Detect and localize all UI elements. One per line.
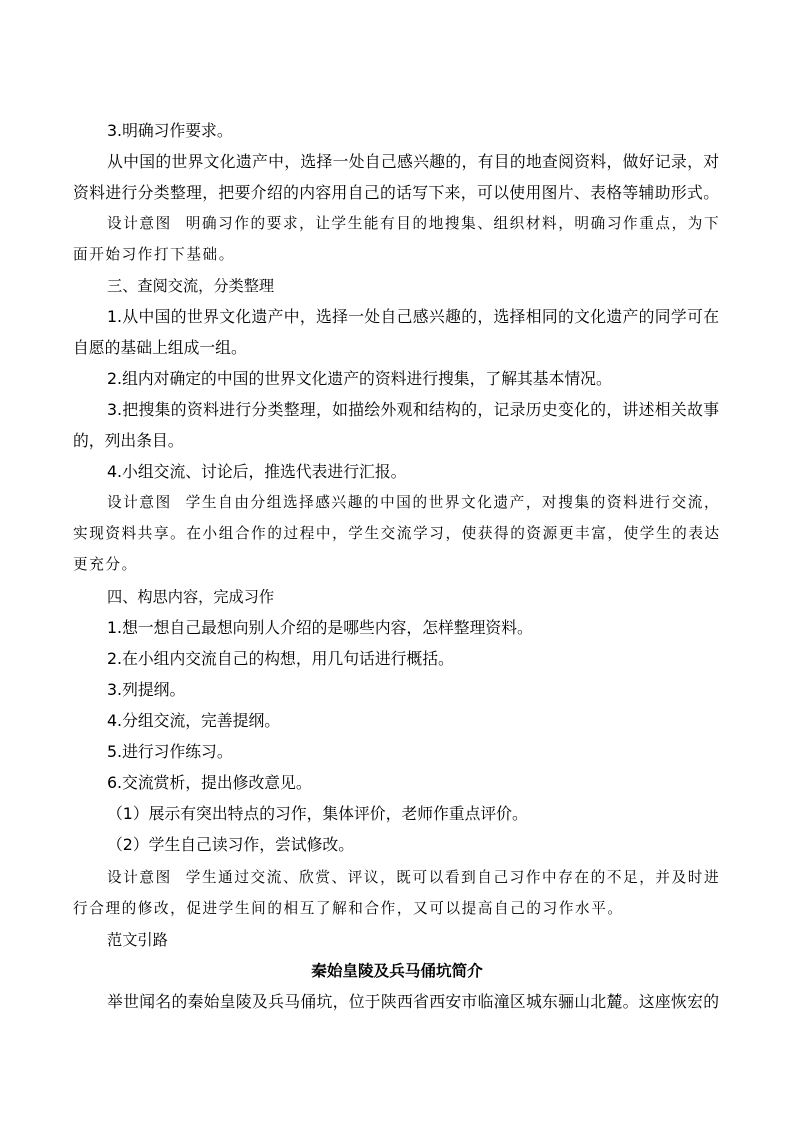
model-essay-title: 秦始皇陵及兵马俑坑简介: [311, 962, 483, 980]
s3-item-4: 4.小组交流、讨论后，推选代表进行汇报。: [107, 462, 407, 481]
s3-item-1-line-1: 1.从中国的世界文化遗产中，选择一处自己感兴趣的，选择相同的文化遗产的同学可在: [107, 307, 719, 326]
design-intent-label: 设计意图: [107, 494, 172, 511]
design-intent-3-line-2: 行合理的修改，促进学生间的相互了解和合作，又可以提高自己的习作水平。: [73, 900, 624, 917]
s4-sub-2: （2）学生自己读习作，尝试修改。: [107, 835, 355, 854]
s4-item-1: 1.想一想自己最想向别人介绍的是哪些内容，怎样整理资料。: [107, 618, 533, 637]
s3-item-1-line-2: 自愿的基础上组成一组。: [73, 338, 247, 357]
model-essay-label: 范文引路: [107, 931, 168, 949]
design-intent-2-line-3: 更充分。: [73, 556, 138, 573]
s4-item-6: 6.交流赏析，提出修改意见。: [107, 773, 312, 792]
requirements-line-2: 资料进行分类整理，把要介绍的内容用自己的话写下来，可以使用图片、表格等辅助形式。: [73, 183, 719, 202]
s4-item-4: 4.分组交流，完善提纲。: [107, 711, 281, 730]
design-intent-label: 设计意图: [107, 215, 172, 232]
design-intent-2-line-2: 实现资料共享。在小组合作的过程中，学生交流学习，使获得的资源更丰富，使学生的表达: [73, 525, 721, 542]
design-intent-2-line-1: 设计意图 学生自由分组选择感兴趣的中国的世界文化遗产，对搜集的资料进行交流，: [107, 494, 721, 511]
s4-sub-1: （1）展示有突出特点的习作，集体评价，老师作重点评价。: [107, 804, 528, 823]
s3-item-2: 2.组内对确定的中国的世界文化遗产的资料进行搜集，了解其基本情况。: [107, 369, 612, 388]
design-intent-label: 设计意图: [107, 869, 172, 886]
requirements-heading: 3.明确习作要求。: [107, 121, 233, 140]
requirements-line-1: 从中国的世界文化遗产中，选择一处自己感兴趣的，有目的地查阅资料，做好记录，对: [107, 152, 719, 171]
design-intent-3-line-1: 设计意图 学生通过交流、欣赏、评议，既可以看到自己习作中存在的不足，并及时进: [107, 869, 721, 886]
design-intent-1-line-1: 设计意图 明确习作的要求，让学生能有目的地搜集、组织材料，明确习作重点，为下: [107, 215, 721, 232]
section-3-title: 三、查阅交流，分类整理: [107, 277, 275, 295]
design-intent-1-line-2: 面开始习作打下基础。: [73, 246, 235, 263]
model-essay-line-1: 举世闻名的秦始皇陵及兵马俑坑，位于陕西省西安市临潼区城东骊山北麓。这座恢宏的: [107, 992, 719, 1011]
section-4-title: 四、构思内容，完成习作: [107, 588, 275, 606]
s4-item-3: 3.列提纲。: [107, 680, 186, 699]
s4-item-2: 2.在小组内交流自己的构想，用几句话进行概括。: [107, 649, 454, 668]
s3-item-3-line-1: 3.把搜集的资料进行分类整理，如描绘外观和结构的，记录历史变化的，讲述相关故事: [107, 400, 719, 419]
s4-item-5: 5.进行习作练习。: [107, 742, 233, 761]
s3-item-3-line-2: 的，列出条目。: [73, 431, 184, 450]
